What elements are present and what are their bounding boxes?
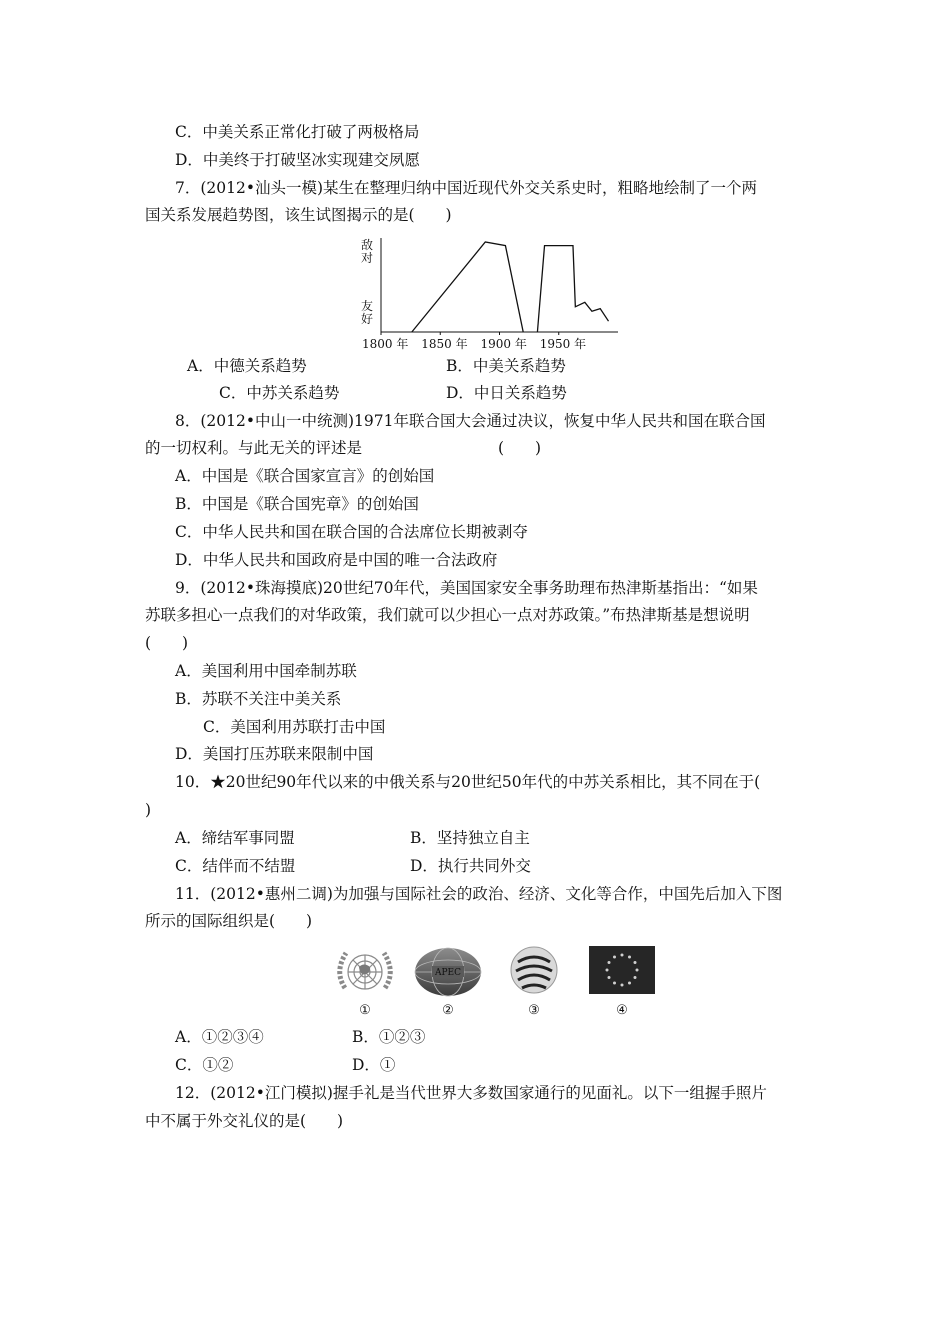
option-b-q9: B．苏联不关注中美关系: [175, 690, 342, 708]
eu-star-icon: [634, 976, 637, 979]
option-b-q7: B．中美关系趋势: [446, 357, 566, 375]
option-d-q10: D．执行共同外交: [410, 857, 531, 875]
series-line-segment-1: [412, 242, 523, 332]
option-b-q8: B．中国是《联合国宪章》的创始国: [175, 495, 419, 513]
answer-blank-q9: ( ): [145, 634, 189, 652]
question-11: 11．(2012•惠州二调)为加强与国际社会的政治、经济、文化等合作，中国先后加入下图: [175, 885, 783, 903]
question-7: 7．(2012•汕头一模)某生在整理归纳中国近现代外交关系史时，粗略地绘制了一个两: [175, 179, 758, 197]
ylabel-top: 敌对: [361, 238, 374, 265]
option-d-q11: D．①: [352, 1056, 396, 1074]
eu-star-icon: [621, 984, 624, 987]
eu-star-icon: [621, 954, 624, 957]
logo-label-2: ②: [442, 1003, 454, 1018]
eu-star-icon: [608, 976, 611, 979]
x-tick-label: 1900 年: [480, 337, 527, 351]
option-a-q11: A．①②③④: [175, 1028, 264, 1046]
eu-star-icon: [613, 956, 616, 959]
question-12-cont: 中不属于外交礼仪的是( ): [145, 1112, 344, 1130]
option-d-q6: D．中美终于打破坚冰实现建交夙愿: [175, 151, 420, 169]
eu-flag: [589, 946, 655, 994]
series-line-segment-2: [537, 246, 608, 332]
option-a-q7: A．中德关系趋势: [187, 357, 307, 375]
eu-star-icon: [636, 969, 639, 972]
option-c-q11: C．①②: [175, 1056, 234, 1074]
option-a-q8: A．中国是《联合国家宣言》的创始国: [175, 467, 435, 485]
option-a-q9: A．美国利用中国牵制苏联: [175, 662, 357, 680]
eu-star-icon: [613, 982, 616, 985]
eu-star-icon: [608, 961, 611, 964]
answer-blank-q8: ( ): [498, 439, 542, 457]
un-logo: [340, 953, 391, 989]
question-7-cont: 国关系发展趋势图，该生试图揭示的是( ): [145, 206, 452, 224]
question-9: 9．(2012•珠海摸底)20世纪70年代，美国国家安全事务助理布热津斯基指出：“如果: [175, 579, 758, 597]
option-d-q7: D．中日关系趋势: [446, 384, 567, 402]
apec-logo: [415, 948, 481, 996]
question-10: 10．★20世纪90年代以来的中俄关系与20世纪50年代的中苏关系相比，其不同在于(: [175, 773, 761, 791]
logo-label-3: ③: [528, 1003, 540, 1018]
option-c-q7: C．中苏关系趋势: [219, 384, 340, 402]
eu-star-icon: [628, 982, 631, 985]
logo-label-1: ①: [359, 1003, 371, 1018]
eu-star-icon: [628, 956, 631, 959]
option-b-q10: B．坚持独立自主: [410, 829, 530, 847]
ylabel-bottom: 友好: [361, 299, 374, 326]
option-d-q8: D．中华人民共和国政府是中国的唯一合法政府: [175, 551, 498, 569]
question-11-cont: 所示的国际组织是( ): [145, 912, 313, 930]
option-c-q10: C．结伴而不结盟: [175, 857, 296, 875]
question-10-cont: ): [145, 801, 152, 819]
eu-star-icon: [606, 969, 609, 972]
eu-star-icon: [634, 961, 637, 964]
logo-label-4: ④: [616, 1003, 628, 1018]
option-b-q11: B．①②③: [352, 1028, 426, 1046]
x-tick-label: 1850 年: [421, 337, 468, 351]
question-8-cont: 的一切权利。与此无关的评述是: [145, 439, 363, 457]
question-8: 8．(2012•中山一中统测)1971年联合国大会通过决议，恢复中华人民共和国在联合国: [175, 412, 766, 430]
option-c-q9: C．美国利用苏联打击中国: [203, 718, 386, 736]
option-c-q6: C．中美关系正常化打破了两极格局: [175, 123, 420, 141]
x-tick-label: 1800 年: [362, 337, 409, 351]
intl-org-logos: [328, 940, 664, 1020]
option-a-q10: A．缔结军事同盟: [175, 829, 295, 847]
question-12: 12．(2012•江门模拟)握手礼是当代世界大多数国家通行的见面礼。以下一组握手照片: [175, 1084, 767, 1102]
option-c-q8: C．中华人民共和国在联合国的合法席位长期被剥夺: [175, 523, 528, 541]
apec-text: APEC: [434, 968, 462, 978]
wto-logo: [511, 947, 557, 993]
question-9-cont: 苏联多担心一点我们的对华政策，我们就可以少担心一点对苏政策。”布热津斯基是想说明: [145, 606, 750, 624]
x-tick-label: 1950 年: [539, 337, 587, 351]
option-d-q9: D．美国打压苏联来限制中国: [175, 745, 374, 763]
relations-trend-chart: [356, 233, 626, 353]
